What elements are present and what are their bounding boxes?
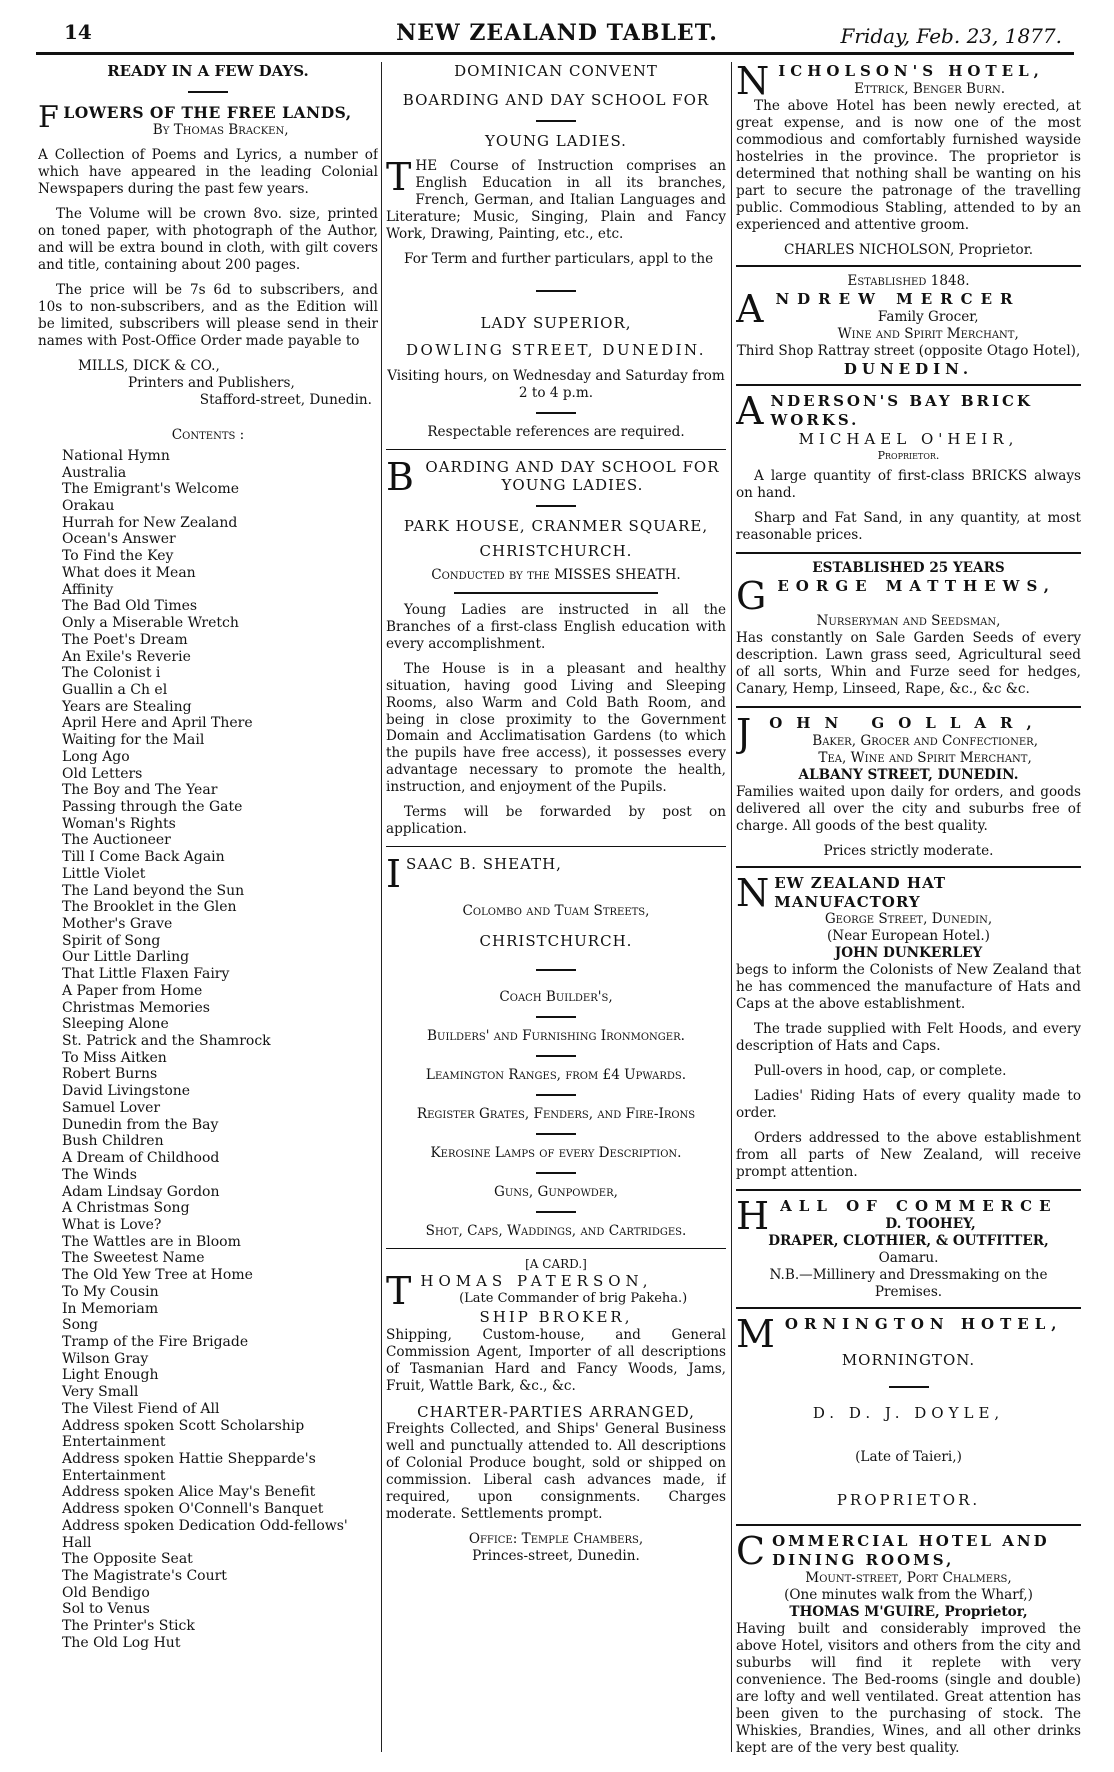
contents-item: Sleeping Alone (62, 1016, 169, 1033)
contents-item: David Livingstone (62, 1083, 191, 1100)
contents-item: National Hymn (62, 447, 170, 464)
drop-cap: B (386, 454, 415, 499)
contents-item: Address spoken O'Connell's Banquet (62, 1501, 324, 1518)
contents-item: The Old Log Hut (62, 1634, 181, 1651)
matthews-advert (736, 560, 1081, 698)
contents-item: Sol to Venus (62, 1601, 150, 1618)
drop-cap: A (736, 286, 772, 331)
advert-paragraph: begs to inform the Colonists of New Zealand that he has commenced the manufacture of Hats and Caps at the above establishment. (736, 962, 1081, 1013)
column-2 (386, 62, 726, 1762)
contents-item: Affinity (62, 581, 114, 598)
publisher-role: Printers and Publishers, (128, 374, 295, 391)
advert-paragraph: The House is in a pleasant and healthy situation, having good Living and Sleeping Rooms, also Warm and Cold Bath Room, and being in close proximity to the Government Domain and Acclimatisation Gardens (to which the pupils have free access), it possesses every advantage necessary to promote the health, instruction, and enjoyment of the Pupils. (386, 660, 726, 796)
divider (454, 592, 658, 594)
contents-item: Long Ago (62, 748, 130, 765)
established: ESTABLISHED 25 YEARS (812, 560, 1005, 577)
drop-cap: N (736, 870, 771, 915)
references-note: Respectable references are required. (427, 423, 685, 440)
business-line: Tea, Wine and Spirit Merchant, (818, 749, 1032, 766)
business-name: EW ZEALAND HAT MANUFACTORY (774, 873, 947, 911)
service-line: Builders' and Furnishing Ironmonger. (427, 1028, 685, 1045)
divider (536, 1172, 576, 1174)
advert-paragraph: A large quantity of first-class BRICKS always on hand. (736, 468, 1081, 502)
business-location: MORNINGTON. (841, 1351, 976, 1369)
service-line: Guns, Gunpowder, (494, 1184, 618, 1201)
advert-paragraph: Pull-overs in hood, cap, or complete. (754, 1063, 1007, 1080)
contents-item: Ocean's Answer (62, 531, 176, 548)
business-owner: JOHN DUNKERLEY (834, 945, 983, 962)
section-rule (736, 384, 1081, 386)
section-rule (736, 866, 1081, 868)
owner-role: Proprietor. (877, 448, 940, 462)
business-role: Nurseryman and Seedsman, (816, 613, 1001, 630)
column-divider (731, 62, 732, 1752)
section-rule (386, 846, 726, 847)
contents-item: Australia (62, 464, 127, 481)
business-name: ICHOLSON'S HOTEL, (778, 62, 1044, 80)
divider (188, 91, 228, 93)
advert-paragraph: HE Course of Instruction comprises an English Education in all its branches, French, German, and Italian Languages and Literature; Music, Singing, Plain and Fancy Work, Drawing, Painting, etc., etc. (386, 158, 726, 243)
business-address: Mount-street, Port Chalmers, (805, 1569, 1012, 1586)
ship-broker: SHIP BROKER, (479, 1308, 633, 1327)
sheath-advert (386, 852, 726, 1240)
advert-paragraph: Families waited upon daily for orders, and goods delivered all over the city and suburbs free of charge. All goods of the best quality. (736, 783, 1081, 834)
section-rule (736, 1307, 1081, 1309)
contents-item: Orakau (62, 498, 115, 515)
service-line: Kerosine Lamps of every Description. (430, 1145, 682, 1162)
contents-item: Address spoken Alice May's Benefit (62, 1484, 316, 1501)
contents-item: Mother's Grave (62, 916, 173, 932)
owner-name: D. D. J. DOYLE, (812, 1403, 1005, 1422)
business-line: Third Shop Rattray street (opposite Otago Hotel), (736, 342, 1081, 359)
paterson-advert (386, 1257, 726, 1565)
contents-item: Robert Burns (62, 1066, 158, 1083)
advert-paragraph: Ladies' Riding Hats of every quality made to order. (736, 1088, 1081, 1122)
proprietor: CHARLES NICHOLSON, Proprietor. (783, 241, 1034, 258)
advert-paragraph: The above Hotel has been newly erected, at great expense, and is now one of the most commodious and comfortably furnished wayside hostelries in the province. The proprietor is determined that nothing shall be wanting on his part to secure the patronage of the travelling public. Commodious Stabling, attended to by an experienced and attentive groom. (736, 98, 1081, 233)
contents-item: Our Little Darling (62, 949, 190, 966)
paterson-late: (Late Commander of brig Pakeha.) (459, 1290, 688, 1306)
contents-item: To Find the Key (62, 548, 174, 565)
business-line: Baker, Grocer and Confectioner, (812, 732, 1039, 749)
drop-cap: F (38, 99, 60, 135)
business-name: SAAC B. SHEATH, (406, 855, 562, 874)
charter-heading: CHARTER-PARTIES ARRANGED, (417, 1402, 695, 1421)
column-divider (381, 62, 382, 1752)
divider (536, 120, 576, 122)
contents-item: Hurrah for New Zealand (62, 514, 238, 531)
contents-item: In Memoriam (62, 1300, 159, 1317)
contents-item: Dunedin from the Bay (62, 1116, 219, 1133)
contents-list (38, 448, 378, 1652)
school-address: PARK HOUSE, CRANMER SQUARE, (403, 517, 709, 536)
school-city: CHRISTCHURCH. (479, 541, 633, 560)
owner-name: MICHAEL O'HEIR, (798, 429, 1019, 448)
convent-subtitle-2: YOUNG LADIES. (485, 131, 627, 150)
commercial-hotel-advert (736, 1529, 1081, 1756)
school-title: OARDING AND DAY SCHOOL FOR YOUNG LADIES. (425, 457, 720, 495)
book-author: By Thomas Bracken, (152, 122, 289, 139)
contents-item: Bush Children (62, 1133, 164, 1150)
contents-item: Light Enough (62, 1367, 159, 1384)
contents-item: Tramp of the Fire Brigade (62, 1333, 249, 1350)
hall-advert (736, 1194, 1081, 1301)
column-1 (38, 62, 378, 1762)
mercer-advert (736, 273, 1081, 378)
advert-paragraph: The Volume will be crown 8vo. size, printed on toned paper, with photograph of the Author, and will be extra bound in cloth, with gilt covers and title, containing about 200 pages. (38, 206, 378, 274)
business-name: ORNINGTON HOTEL, (784, 1315, 1063, 1333)
convent-subtitle: BOARDING AND DAY SCHOOL FOR (402, 90, 710, 109)
drop-cap: G (736, 574, 774, 619)
service-line: Register Grates, Fenders, and Fire-Irons (416, 1106, 696, 1123)
issue-date: Friday, Feb. 23, 1877. (840, 24, 1062, 48)
contents-item: Christmas Memories (62, 999, 210, 1016)
contents-item: Little Violet (62, 865, 146, 882)
drop-cap: N (736, 62, 775, 103)
drop-cap: T (386, 155, 412, 200)
contents-item: What is Love? (62, 1216, 162, 1233)
contents-item: A Paper from Home (62, 982, 203, 999)
contents-item: Old Letters (62, 765, 143, 782)
contents-item: The Wattles are in Bloom (62, 1233, 241, 1250)
visiting-hours: Visiting hours, on Wednesday and Saturday from 2 to 4 p.m. (387, 367, 725, 401)
hat-advert (736, 870, 1081, 1181)
section-rule (736, 265, 1081, 267)
office-line: Office: Temple Chambers, (468, 1531, 644, 1548)
business-location: (One minutes walk from the Wharf,) (784, 1586, 1033, 1603)
drop-cap: C (736, 1529, 769, 1574)
boarding-school-advert (386, 454, 726, 839)
section-rule (386, 449, 726, 450)
business-name: HOMAS PATERSON, (420, 1272, 653, 1291)
section-rule (736, 706, 1081, 708)
drop-cap: J (736, 711, 766, 756)
contents-item: The Poet's Dream (62, 631, 188, 648)
contents-item: The Magistrate's Court (62, 1568, 227, 1585)
contents-item: The Colonist i (62, 665, 161, 682)
contents-item: St. Patrick and the Shamrock (62, 1033, 271, 1050)
contents-item: Years are Stealing (62, 698, 192, 715)
service-line: Coach Builder's, (499, 989, 613, 1006)
business-name: OMMERCIAL HOTEL AND DINING ROOMS, (772, 1532, 1050, 1569)
brick-advert (736, 389, 1081, 544)
convent-advert (386, 62, 726, 441)
advert-paragraph: Shipping, Custom-house, and General Commission Agent, Importer of all descriptions of Tasmanian Hard and Fancy Woods, Jams, Fruit, Wattle Bark, &c., &c. (386, 1326, 726, 1394)
business-name: OHN GOLLAR, (769, 714, 1046, 733)
contents-item: Spirit of Song (62, 932, 161, 949)
contents-title: Contents : (171, 426, 245, 443)
contents-item: The Old Yew Tree at Home (62, 1267, 253, 1284)
nicholson-advert (736, 62, 1081, 259)
contents-item: The Land beyond the Sun (62, 882, 245, 899)
advert-paragraph: Orders addressed to the above establishment from all parts of New Zealand, will receive prompt attention. (736, 1130, 1081, 1181)
gollar-advert (736, 711, 1081, 860)
contents-item: Woman's Rights (62, 815, 176, 832)
contents-item: Address spoken Hattie Shepparde's Entertainment (62, 1451, 316, 1484)
drop-cap: A (736, 389, 767, 434)
divider (536, 1211, 576, 1213)
drop-cap: M (736, 1312, 781, 1356)
business-address: ALBANY STREET, DUNEDIN. (798, 766, 1019, 783)
service-line: Shot, Caps, Waddings, and Cartridges. (425, 1223, 687, 1240)
newspaper-title: NEW ZEALAND TABLET. (396, 20, 718, 46)
business-line: George Street, Dunedin, (824, 911, 993, 928)
lady-superior: LADY SUPERIOR, (480, 314, 632, 333)
contents-item: The Opposite Seat (62, 1551, 193, 1568)
advert-paragraph: Sharp and Fat Sand, in any quantity, at most reasonable prices. (736, 510, 1081, 544)
business-name: NDREW MERCER (775, 289, 1021, 308)
contents-item: Address spoken Dedication Odd-fellows' Hall (62, 1517, 348, 1551)
page-header (28, 14, 1086, 54)
drop-cap: I (386, 852, 403, 897)
divider (889, 1386, 929, 1388)
book-advert (38, 99, 378, 1652)
business-line: Family Grocer, (877, 308, 979, 325)
contents-item: Old Bendigo (62, 1584, 150, 1601)
prices-note: Prices strictly moderate. (823, 842, 994, 859)
advert-paragraph: A Collection of Poems and Lyrics, a number of which have appeared in the leading Colonial Newspapers during the past few years. (38, 147, 378, 198)
business-location: Ettrick, Benger Burn. (854, 80, 1006, 97)
page-number: 14 (64, 20, 92, 44)
service-line: Leamington Ranges, from £4 Upwards. (425, 1067, 687, 1084)
contents-item: The Vilest Fiend of All (62, 1400, 220, 1417)
business-city: DUNEDIN. (843, 359, 974, 378)
section-rule (736, 552, 1081, 554)
contents-item: April Here and April There (62, 715, 253, 732)
advert-paragraph: The trade supplied with Felt Hoods, and every description of Hats and Caps. (736, 1021, 1081, 1055)
publisher-name: MILLS, DICK & CO., (78, 357, 220, 374)
contents-item: The Emigrant's Welcome (62, 481, 240, 498)
business-line: Wine and Spirit Merchant, (837, 325, 1019, 342)
drop-cap: H (736, 1194, 777, 1239)
contents-item: Guallin a Ch el (62, 681, 168, 698)
mornington-advert (736, 1312, 1081, 1510)
contents-item: Song (62, 1317, 98, 1334)
card-label: [A CARD.] (525, 1257, 587, 1272)
advert-paragraph: Young Ladies are instructed in all the Branches of a first-class English education with every accomplishment. (386, 601, 726, 652)
contents-item: A Dream of Childhood (62, 1150, 220, 1167)
divider (536, 1055, 576, 1057)
business-note: N.B.—Millinery and Dressmaking on the Premises. (769, 1267, 1048, 1301)
section-rule (386, 1248, 726, 1249)
divider (536, 505, 576, 507)
convent-address: DOWLING STREET, DUNEDIN. (406, 340, 706, 359)
advert-paragraph: For Term and further particulars, appl to the (404, 251, 714, 268)
business-name: NDERSON'S BAY BRICK WORKS. (770, 392, 1033, 430)
contents-item: Till I Come Back Again (62, 849, 225, 866)
business-owner: THOMAS M'GUIRE, Proprietor, (789, 1603, 1028, 1620)
business-name: EORGE MATTHEWS, (777, 577, 1056, 596)
contents-item: To Miss Aitken (62, 1049, 167, 1066)
drop-cap: T (386, 1269, 417, 1314)
owner-role: PROPRIETOR. (836, 1491, 981, 1510)
business-city: Oamaru. (878, 1250, 939, 1267)
convent-title: DOMINICAN CONVENT (454, 62, 658, 80)
contents-item: Wilson Gray (62, 1350, 149, 1367)
publisher-address: Stafford-street, Dunedin. (199, 391, 372, 408)
contents-item: To My Cousin (62, 1283, 159, 1300)
divider (536, 412, 576, 414)
business-streets: Colombo and Tuam Streets, (462, 903, 650, 920)
established: Established 1848. (847, 272, 970, 289)
advert-paragraph: The price will be 7s 6d to subscribers, and 10s to non-subscribers, and as the Edition will be limited, subscribers will please send in their names with Post-Office Order made payable to (38, 282, 378, 349)
section-rule (736, 1524, 1081, 1526)
divider (536, 1016, 576, 1018)
business-line: (Near European Hotel.) (827, 928, 990, 945)
contents-item: The Brooklet in the Glen (62, 899, 237, 916)
contents-item: The Auctioneer (62, 832, 171, 849)
business-city: CHRISTCHURCH. (479, 932, 633, 951)
owner-note: (Late of Taieri,) (855, 1448, 962, 1465)
advert-paragraph: Has constantly on Sale Garden Seeds of every description. Lawn grass seed, Agricultural seed of all sorts, Whin and Furze seed for hedges, Canary, Hemp, Linseed, Rape, &c., &c &c. (736, 630, 1081, 698)
contents-item: Waiting for the Mail (62, 732, 205, 749)
contents-item: Address spoken Scott Scholarship Entertainment (62, 1417, 305, 1451)
contents-item: Adam Lindsay Gordon (62, 1183, 220, 1200)
divider (536, 1133, 576, 1135)
school-conducted: Conducted by the MISSES SHEATH. (431, 566, 681, 583)
advert-paragraph: Having built and considerably improved the above Hotel, visitors and others from the city and suburbs will find it replete with very convenience. The Bed-rooms (single and double) are lofty and well ventilated. Great attention has been given to the purchasing of stock. The Whiskies, Brandies, Wines, and all other drinks kept are of the very best quality. (736, 1620, 1081, 1756)
contents-item: The Sweetest Name (62, 1250, 205, 1267)
contents-item: The Winds (62, 1166, 137, 1183)
office-address: Princes-street, Dunedin. (472, 1548, 640, 1565)
ready-heading: READY IN A FEW DAYS. (107, 62, 309, 80)
contents-item: The Bad Old Times (62, 598, 198, 615)
contents-item: Samuel Lover (62, 1099, 161, 1116)
divider (536, 969, 576, 971)
contents-item: A Christmas Song (62, 1200, 190, 1217)
business-role: DRAPER, CLOTHIER, & OUTFITTER, (768, 1233, 1049, 1250)
header-rule (36, 52, 1074, 55)
contents-item: The Boy and The Year (62, 782, 218, 799)
contents-item: Very Small (62, 1384, 139, 1401)
contents-item: Only a Miserable Wretch (62, 615, 239, 632)
advert-paragraph: Freights Collected, and Ships' General Business well and punctually attended to. All descriptions of Colonial Produce bought, sold or shipped on commission. Liberal cash advances made, if required, upon consignments. Charges moderate. Settlements prompt. (386, 1421, 726, 1523)
advert-paragraph: Terms will be forwarded by post on application. (386, 804, 726, 838)
contents-item: An Exile's Reverie (62, 648, 191, 665)
contents-item: What does it Mean (62, 564, 196, 581)
contents-item: The Printer's Stick (62, 1618, 195, 1635)
divider (536, 290, 576, 292)
business-name: ALL OF COMMERCE (780, 1197, 1058, 1216)
column-3 (736, 62, 1081, 1762)
book-title: LOWERS OF THE FREE LANDS, (63, 102, 352, 122)
contents-item: That Little Flaxen Fairy (62, 966, 230, 983)
contents-item: Passing through the Gate (62, 798, 243, 815)
divider (536, 1094, 576, 1096)
section-rule (736, 1189, 1081, 1191)
owner-name: D. TOOHEY, (885, 1215, 976, 1232)
